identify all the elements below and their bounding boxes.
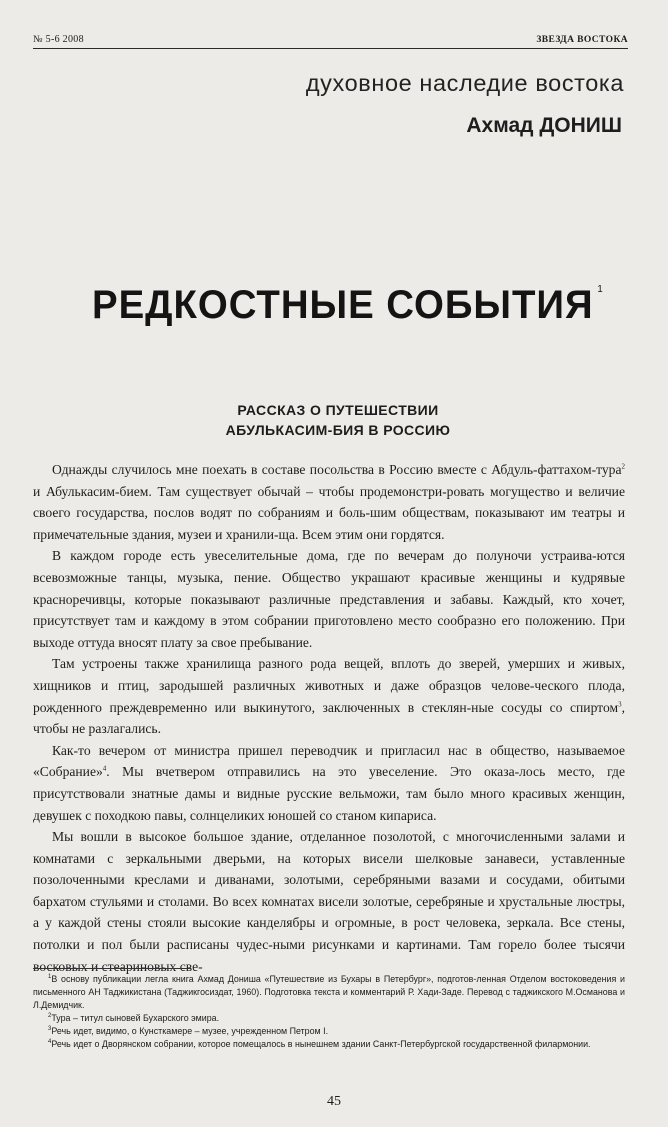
footnote-ref: 3 [618,700,622,708]
footnote-divider [33,968,191,969]
footnote-4 [33,1038,625,1051]
subheading-line-1: РАССКАЗ О ПУТЕШЕСТВИИ [237,402,439,418]
running-header [33,34,628,49]
paragraph-3 [33,653,625,739]
paragraph-text: . Мы вчетвером отправились на это увеселение. Это оказа-лось место, где присутствовали знатные дамы и видные русские вельможи, там было много красивых женщин, девушек с походкою павы, солнцеликих юношей со станом кипариса. [33,764,625,823]
headline-footnote-ref: 1 [597,284,604,295]
article-headline [92,283,604,328]
headline-text: РЕДКОСТНЫЕ СОБЫТИЯ [92,283,594,327]
paragraph-1 [33,459,625,545]
issue-number: № 5-6 2008 [33,34,84,45]
page-number: 45 [327,1094,341,1109]
subheading-line-2: АБУЛЬКАСИМ-БИЯ В РОССИЮ [225,422,451,438]
article-subheading [0,400,668,440]
paragraph-4 [33,740,625,826]
footnote-3 [33,1025,625,1038]
footnotes [33,973,625,1051]
footnote-number: 2 [48,1013,52,1020]
paragraph-5: Мы вошли в высокое большое здание, отделанное позолотой, с многочисленными залами и комнатами с зеркальными дверьми, на которых висели шелковые занавеси, уставленные позолоченными креслами и диванами, золотыми, серебряными вазами и сосудами, обитыми бархатом стульями и столами. Во всех комнатах висели золотые, серебряные и хрустальные люстры, а у каждой стены стояли высокие канделябры и огромные, в рост человека, зеркала. Все стены, потолки и пол были расписаны чудес-ными рисунками и картинами. Там горело более тысячи восковых и стеариновых све- [33,829,625,974]
paragraph-text: и Абулькасим-бием. Там существует обычай – чтобы продемонстри-ровать могущество и величие своего государства, послов водят по собраниям и боль-шим обществам, показывают им театры и примечательные здания, музеи и хранили-ща. Всем этим они гордятся. [33,483,625,542]
paragraph-text: , чтобы не разлагались. [33,699,625,737]
journal-name: ЗВЕЗДА ВОСТОКА [536,35,628,45]
section-title: духовное наследие востока [305,70,624,96]
article-body [33,459,625,977]
footnote-number: 3 [48,1026,52,1033]
footnote-ref: 4 [102,764,107,773]
author-name: Ахмад ДОНИШ [466,114,622,137]
paragraph-text: Однажды случилось мне поехать в составе посольства в Россию вместе с Абдуль-фаттахом-тура [52,462,622,477]
footnote-text: Тура – титул сыновей Бухарского эмира. [51,1013,220,1023]
paragraph-2: В каждом городе есть увеселительные дома, где по вечерам до полуночи устраива-ются всевозможные танцы, музыка, пение. Общество украшают красивые женщины и кудрявые красноречивцы, которые показывают различные представления и забавы. Каждый, кто хочет, присутствует там и каждому в этом собрании приготовлено место сообразно его положению. При выходе оттуда вносят плату за свое пребывание. [33,548,625,650]
footnote-ref: 2 [621,462,625,471]
footnote-2 [33,1012,625,1025]
paragraph-text: Там устроены также хранилища разного рода вещей, вплоть до зверей, умерших и живых, хищников и птиц, зародышей различных животных и даже образцов челове-ческого плода, рожденного преждевременно или выкинутого, заключенных в стеклян-ные сосуды со спиртом [33,656,625,715]
footnote-number: 4 [48,1039,52,1046]
footnote-text: Речь идет, видимо, о Кунсткамере – музее, учрежденном Петром I. [51,1026,329,1036]
footnote-number: 1 [48,974,52,981]
paragraph-text: Как-то вечером от министра пришел переводчик и пригласил нас в общество, называемое «Собрание» [33,742,625,780]
footnote-text: В основу публикации легла книга Ахмад Дониша «Путешествие из Бухары в Петербург», подготов-ленная Отделом востоковедения и письменного АН Таджикистана (Таджикгосиздат, 1960). Подготовка текста и комментарий Р. Хади-Заде. Перевод с таджикского М.Османова и Л.Демидчик. [33,974,625,1010]
footnote-text: Речь идет о Дворянском собрании, которое помещалось в нынешнем здании Санкт-Петербургской государственной филармонии. [51,1039,591,1049]
footnote-1 [33,973,625,1012]
